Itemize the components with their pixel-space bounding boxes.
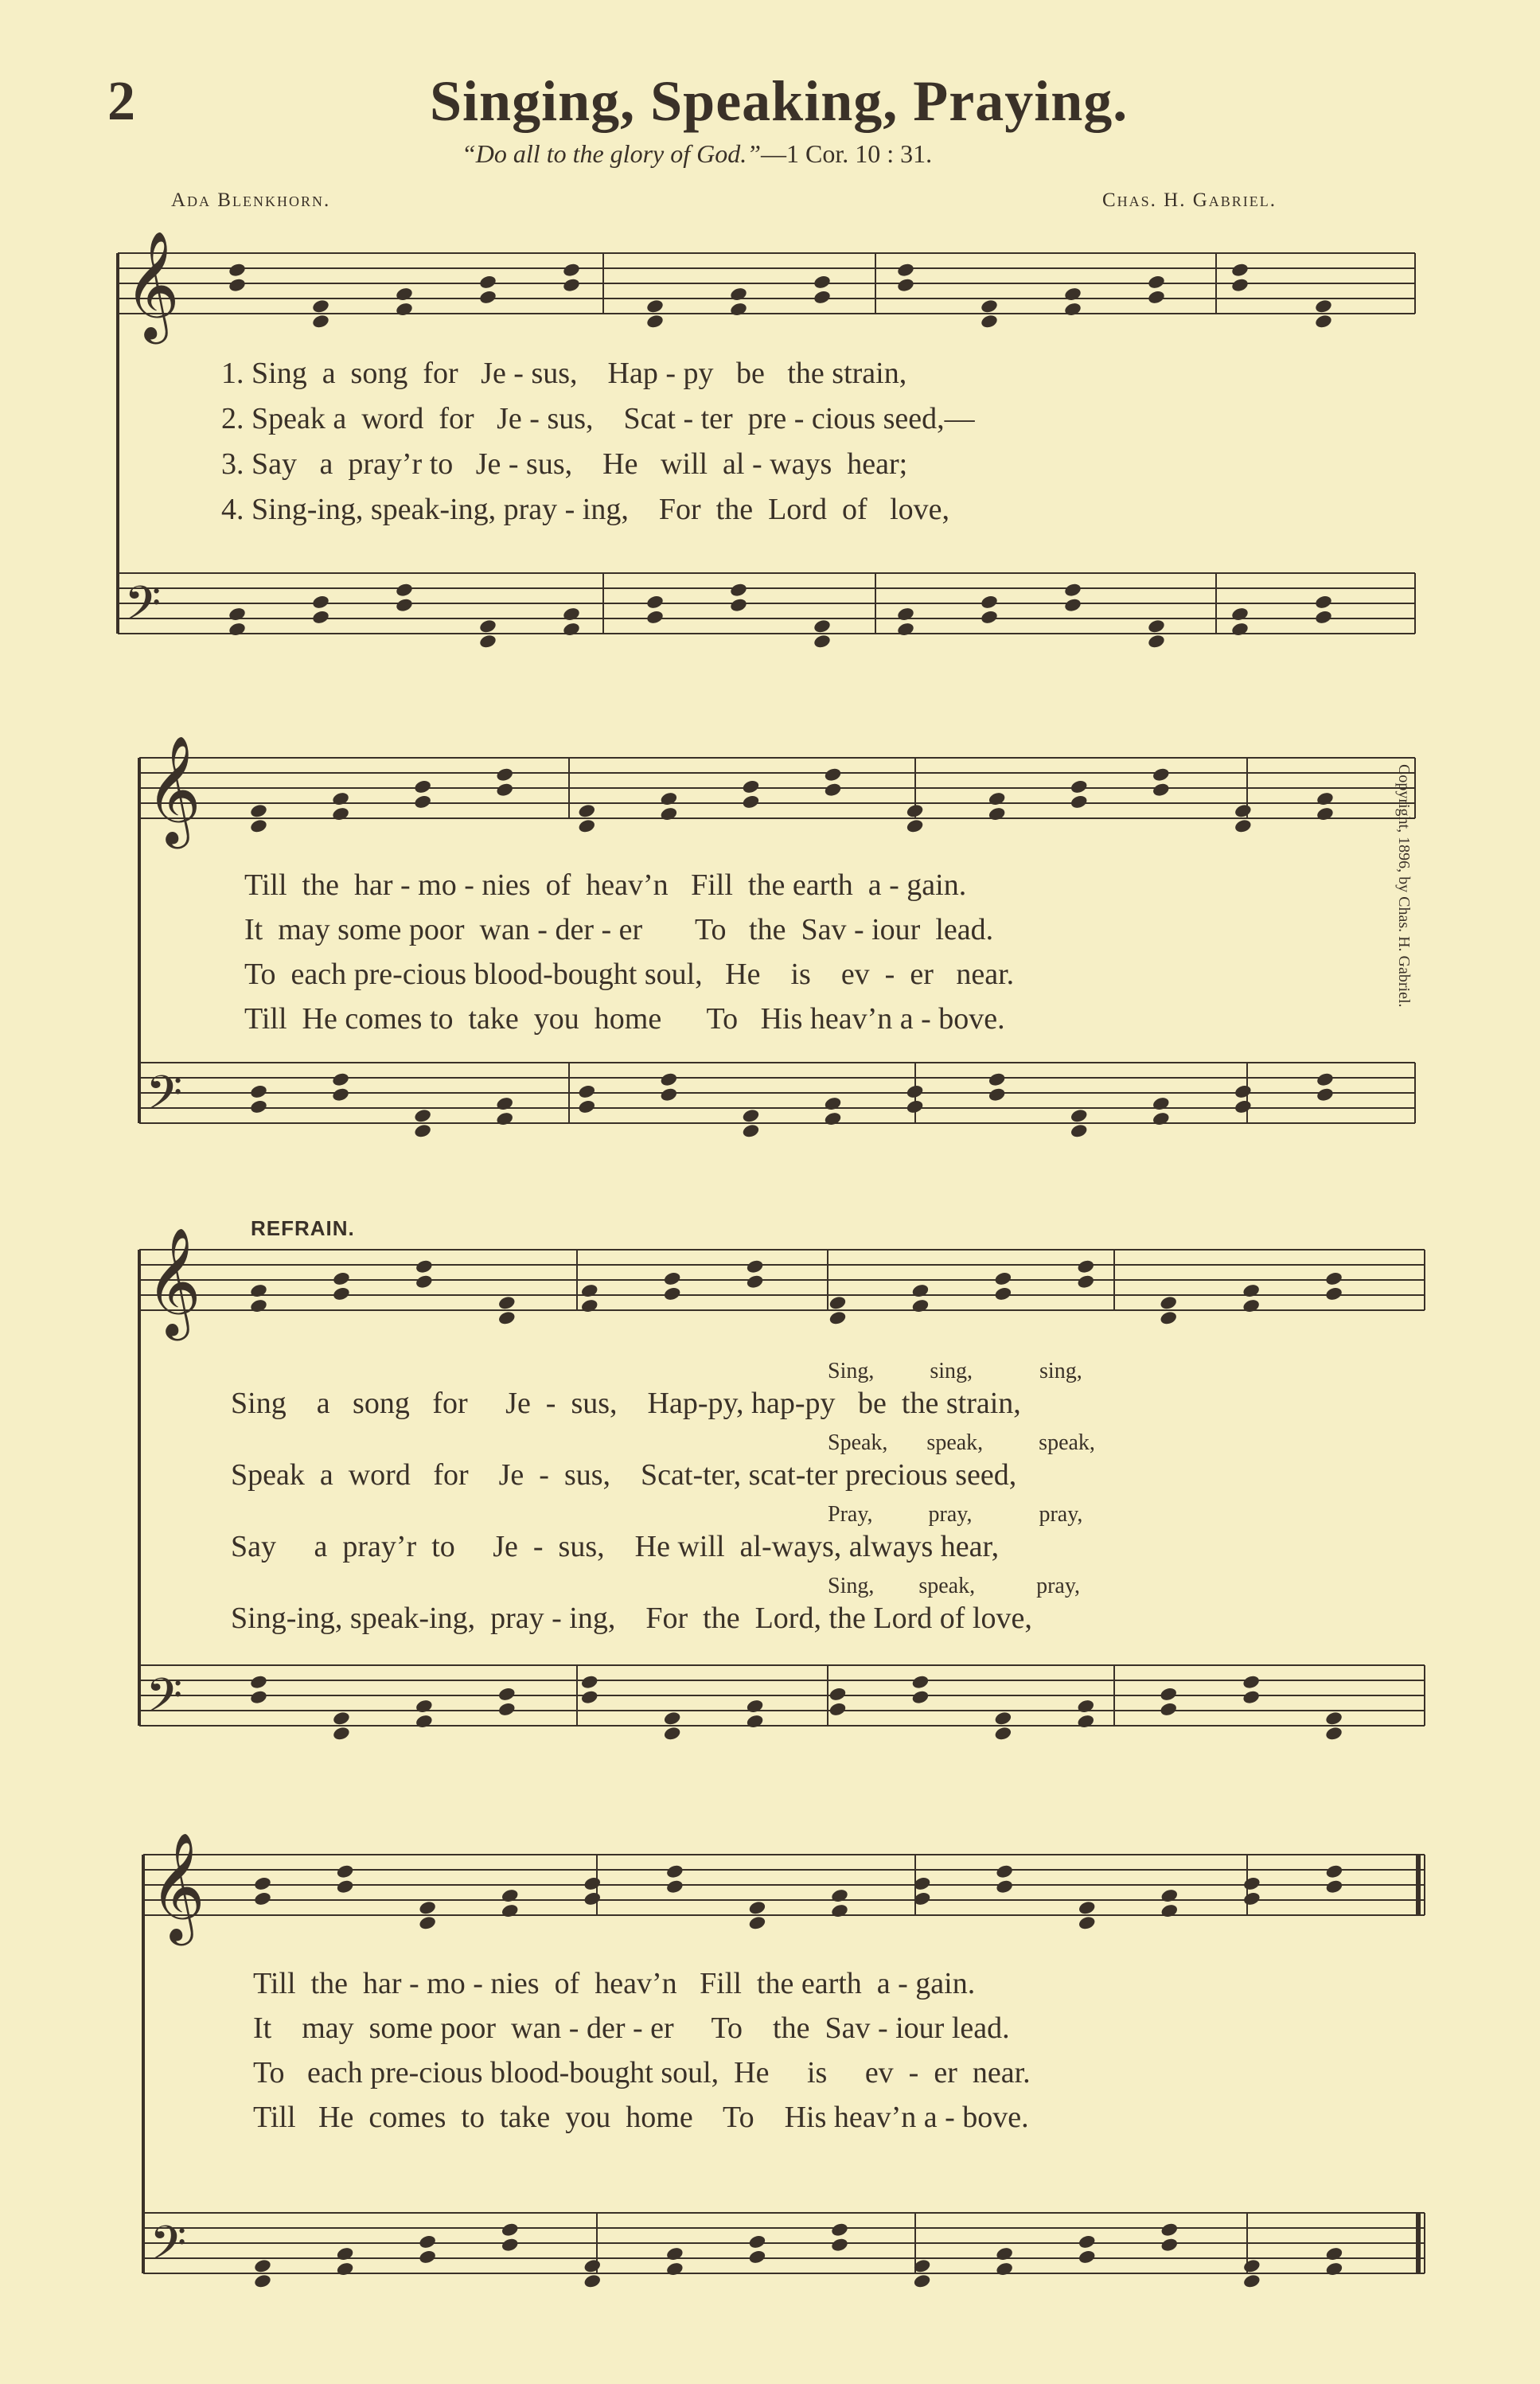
copyright-notice: Copyright, 1896, by Chas. H. Gabriel.: [1395, 764, 1413, 1008]
svg-text:𝄞: 𝄞: [146, 734, 201, 844]
epigraph-reference: —1 Cor. 10 : 31.: [761, 139, 933, 168]
refrain-lyrics: [231, 1386, 1032, 1672]
verse-line: To each pre-cious blood-bought soul, He is ev - er near.: [244, 958, 1015, 991]
svg-text:𝄞: 𝄞: [124, 229, 180, 339]
verse-line: 4. Sing-ing, speak-ing, pray - ing, For the Lord of love,: [221, 493, 950, 526]
verse-line: It may some poor wan - der - er To the Sav - iour lead.: [244, 913, 994, 946]
verse-line: Till He comes to take you home To His heav’n a - bove.: [253, 2101, 1029, 2134]
verse-line: 2. Speak a word for Je - sus, Scat - ter pre - cious seed,—: [221, 402, 975, 435]
svg-text:𝄢: 𝄢: [146, 1065, 183, 1132]
refrain-line: Sing a song for Je - sus, Hap-py, hap-py be the strain,: [231, 1387, 1021, 1420]
epigraph-quote: “Do all to the glory of God.”: [462, 139, 762, 168]
system2-lyrics: [244, 868, 1014, 1046]
system4-lyrics: [253, 1966, 1031, 2144]
verse-line: Till the har - mo - nies of heav’n Fill the earth a - gain.: [244, 868, 967, 902]
verse-line: 1. Sing a song for Je - sus, Hap - py be the strain,: [221, 357, 907, 390]
echo-line: Sing, sing, sing,: [828, 1359, 1082, 1383]
refrain-line: Speak a word for Je - sus, Scat-ter, scat-ter precious seed,: [231, 1458, 1017, 1492]
echo-line: Speak, speak, speak,: [828, 1430, 1095, 1455]
echo-line: Sing, speak, pray,: [828, 1574, 1081, 1598]
page-number: 2: [107, 71, 135, 132]
composer: Chas. H. Gabriel.: [1102, 189, 1277, 211]
verse-line: It may some poor wan - der - er To the Sav - iour lead.: [253, 2011, 1010, 2045]
verse-line: Till He comes to take you home To His heav’n a - bove.: [244, 1002, 1005, 1036]
svg-text:𝄢: 𝄢: [150, 2215, 187, 2282]
refrain-line: Say a pray’r to Je - sus, He will al-ways, always hear,: [231, 1530, 1000, 1563]
refrain-label: REFRAIN.: [251, 1216, 355, 1240]
system1-lyrics: [221, 356, 975, 537]
verse-line: 3. Say a pray’r to Je - sus, He will al - ways hear;: [221, 447, 908, 481]
verse-line: To each pre-cious blood-bought soul, He is ev - er near.: [253, 2056, 1031, 2089]
svg-text:𝄞: 𝄞: [146, 1226, 201, 1336]
hymn-title: Singing, Speaking, Praying.: [430, 69, 1129, 133]
svg-text:𝄢: 𝄢: [146, 1668, 183, 1734]
refrain-line: Sing-ing, speak-ing, pray - ing, For the Lord, the Lord of love,: [231, 1602, 1032, 1635]
svg-text:𝄢: 𝄢: [124, 576, 162, 642]
lyricist: Ada Blenkhorn.: [171, 189, 331, 211]
echo-line: Pray, pray, pray,: [828, 1502, 1083, 1527]
svg-text:𝄞: 𝄞: [150, 1831, 205, 1941]
verse-line: Till the har - mo - nies of heav’n Fill the earth a - gain.: [253, 1967, 976, 2000]
